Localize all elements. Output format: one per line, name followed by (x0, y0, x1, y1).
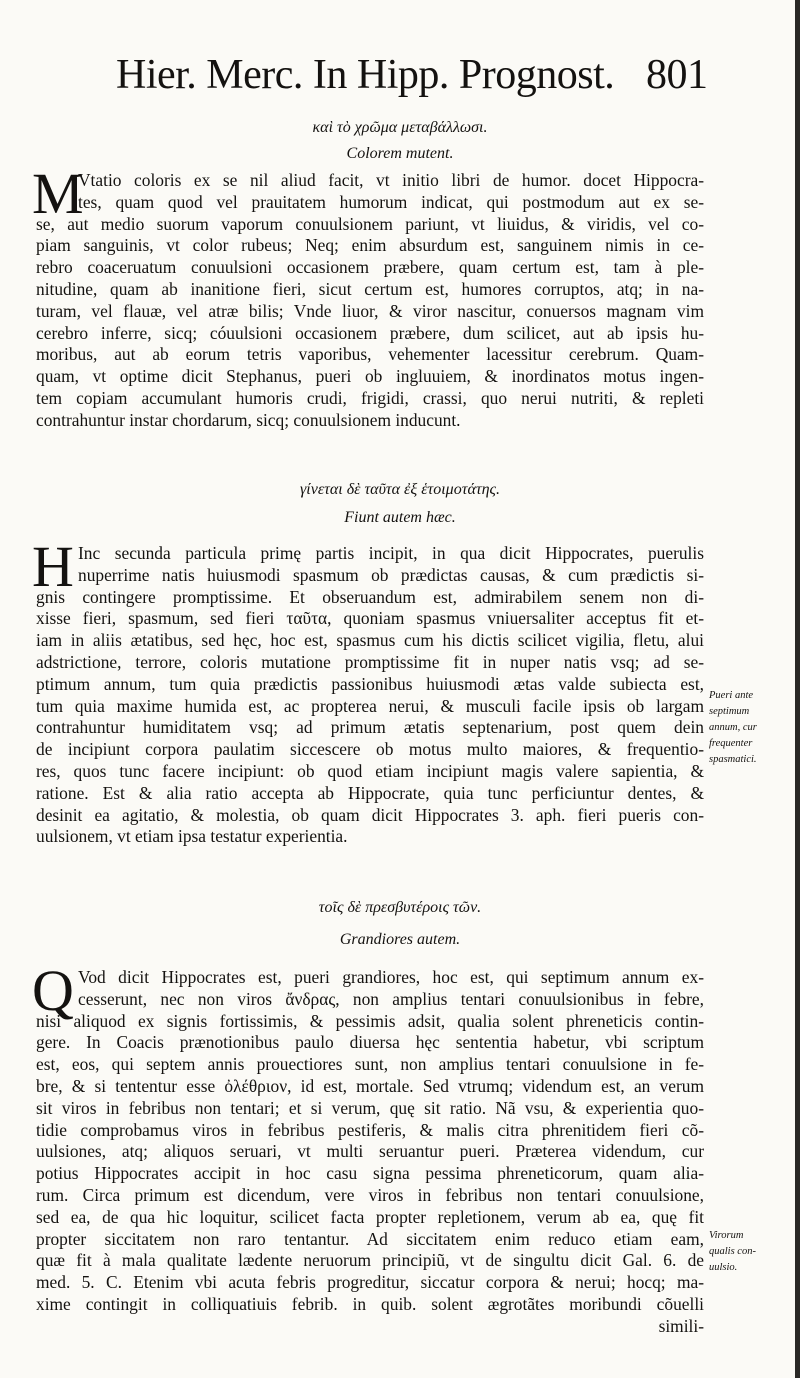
text-line: contrahuntur humiditatem vsq; ad primum ætatis septenarium, post quem dein (36, 717, 704, 738)
text-line: cerebro inferre, sicq; cóuulsioni occasionem præbere, dum scilicet, aut ab ipsis hu- (36, 322, 704, 343)
text-line: nitudine, quam ab inanitione fieri, sicut certum est, humores corruptos, atq; in na- (36, 278, 704, 299)
text-line: quam, vt optime dicit Stephanus, pueri ob ingluuiem, & inordinatos motus ingen- (36, 366, 704, 387)
text-line: quæ fit à mala qualitate lædente neruorum principiũ, vt de singultu dicit Gal. 6. de (36, 1250, 704, 1271)
margin-note-line: qualis con- (709, 1246, 756, 1257)
drop-cap: H (32, 534, 74, 599)
text-line: piam sanguinis, vt color rubeus; Neq; enim absurdum est, sanguinem nimis in ce- (36, 235, 704, 256)
margin-note-line: frequenter (709, 738, 753, 749)
text-line: sit viros in febribus non tentari; et si verum, quę sit ratio. Nã vsu, & experientia quo- (36, 1097, 704, 1118)
greek-lemma: καὶ τὸ χρῶμα μεταβάλλωσι. (312, 119, 488, 136)
text-line: tidie comprobamus viros in febribus pestiferis, & malis citra phrenitidem fieri cõ- (36, 1119, 704, 1140)
margin-note-line: spasmatici. (709, 754, 757, 765)
running-head (104, 44, 724, 106)
text-line: med. 5. C. Etenim vbi acuta febris progreditur, siccatur corpora & nerui; hocq; ma- (36, 1272, 704, 1293)
text-line: ptimum annum, tum quia prædictis passionibus huiusmodi ætas valde subiecta est, (36, 673, 704, 694)
text-line: ratione. Est & alia ratio accepta ab Hippocrate, quia tunc perficiuntur dentes, & (36, 782, 704, 803)
text-line: rebro coaceruatum conuulsioni occasionem præbere, quam certum est, tam à ple- (36, 257, 704, 278)
page-number: 801 (646, 52, 708, 98)
commentary-section (32, 958, 704, 1338)
commentary-section (32, 534, 704, 848)
margin-note-line: Pueri ante (709, 690, 754, 701)
margin-note (709, 688, 797, 768)
text-line: contrahuntur instar chordarum, sicq; conuulsionem inducunt. (36, 409, 461, 430)
text-line: Vtatio coloris ex se nil aliud facit, vt initio libri de humor. docet Hippocra- (78, 170, 704, 190)
text-line: tem copiam accumulant humoris crudi, frigidi, crassi, quo nerui nutriti, & repleti (36, 387, 704, 408)
text-line: gnis contingere promptissime. Et obseruandum est, admirabilem senem non di- (36, 586, 704, 607)
text-line: rum. Circa primum est dicendum, vere viros in febribus non tentari conuulsione, (36, 1184, 704, 1205)
text-line: xisse fieri, spasmum, sed fieri ταῦτα, quoniam spasmus vniuersaliter acceptus fit et- (36, 608, 704, 629)
margin-note-line: uulsio. (709, 1262, 738, 1273)
text-line: uulsionem, vt etiam ipsa testatur experientia. (36, 826, 348, 847)
text-line: res, quos tunc facere incipiunt: ob quod etiam incipiunt magis valere sapientia, & (36, 760, 704, 781)
text-line: Inc secunda particula primę partis incipit, in qua dicit Hippocrates, puerulis (78, 543, 704, 563)
text-line: xime contingit in colliquatiuis febrib. in quib. solent ægrotãtes moribundi cõuelli (36, 1293, 704, 1314)
margin-note-line: Virorum (709, 1230, 744, 1241)
drop-cap: M (32, 161, 84, 226)
text-line: sed ea, de qua hic loquitur, scilicet facta propter repletionem, verum ab ea, quę fit (36, 1206, 704, 1227)
margin-note-line: annum, cur (709, 722, 757, 733)
text-line: uulsiones, atq; aliquos seruari, vt multi seruantur pueri. Præterea videndum, cur (36, 1141, 704, 1162)
text-line: propter siccitatem non raro tentantur. Ad siccitatem enim reduco etiam eam, (36, 1228, 704, 1249)
text-line: iam in aliis ætatibus, sed hęc, hoc est, spasmus cum his dictis scilicet vigilia, fletu, alui (36, 630, 704, 651)
commentary-section (32, 161, 704, 432)
text-line: turam, vel flauæ, vel atræ bilis; Vnde liuor, & viror nascitur, conuersos magnam vim (36, 300, 704, 321)
text-line: se, aut medio suorum vaporum conuulsionem pariunt, vt liuidus, & viridis, vel co- (36, 213, 704, 234)
text-line: moribus, aut ab eorum tetris vaporibus, vehementer lacessitur cerebrum. Quam- (36, 344, 704, 365)
text-line: desinit ea agitatio, & molestia, ob quam dicit Hippocrates 3. aph. fieri pueris con- (36, 804, 704, 825)
latin-lemma: Colorem mutent. (346, 145, 454, 162)
running-title: Hier. Merc. In Hipp. Prognost. (116, 52, 615, 98)
text-line: cesserunt, nec non viros ἄνδρας, non amplius tentari conuulsionibus in febre, (78, 988, 704, 1009)
text-line: gere. In Coacis prænotionibus paulo diuersa hęc sententia habetur, vbi scriptum (36, 1032, 704, 1053)
greek-lemma: γίνεται δὲ ταῦτα ἐξ ἑτοιμοτάτης. (299, 481, 500, 498)
text-line: nisi aliquod ex signis fortissimis, & pessimis adsit, qualia solent phreneticis contin- (36, 1010, 704, 1031)
margin-note-line: septimum (709, 706, 750, 717)
latin-lemma: Fiunt autem hæc. (344, 509, 456, 526)
text-line: tum quia maxime humida est, ac propterea nerui, & musculi facile ipsis ob largam (36, 695, 704, 716)
margin-note (709, 1228, 797, 1276)
text-line: adstrictione, terrore, coloris mutatione promptissime fit in nuper natis vsq; ad se- (36, 651, 704, 672)
text-line: nuperrime natis huiusmodi spasmum ob prædictas causas, & cum prædictis si- (78, 564, 704, 585)
text-line: est, eos, qui septem annis prouectiores sunt, non amplius tentari conuulsione in fe- (36, 1054, 704, 1075)
latin-lemma: Grandiores autem. (339, 931, 461, 948)
drop-cap: Q (32, 958, 74, 1023)
text-line: tes, quam quod vel prauitatem humorum indicat, qui postmodum aut ex se- (78, 191, 704, 212)
text-line: potius Hippocrates accipit in hoc casu signa pessima phreneticorum, quam alia- (36, 1163, 704, 1184)
text-line: de incipiunt corpora paulatim siccescere ob motus multo maiores, & frequentio- (36, 739, 704, 760)
catchword: simili- (658, 1315, 704, 1336)
greek-lemma: τοῖς δὲ πρεσβυτέροις τῶν. (318, 899, 482, 916)
text-line: bre, & si tententur esse ὀλέθριον, id est, mortale. Sed vtrumq; videndum est, an verum (36, 1075, 704, 1096)
text-line: Vod dicit Hippocrates est, pueri grandiores, hoc est, qui septimum annum ex- (78, 967, 704, 987)
